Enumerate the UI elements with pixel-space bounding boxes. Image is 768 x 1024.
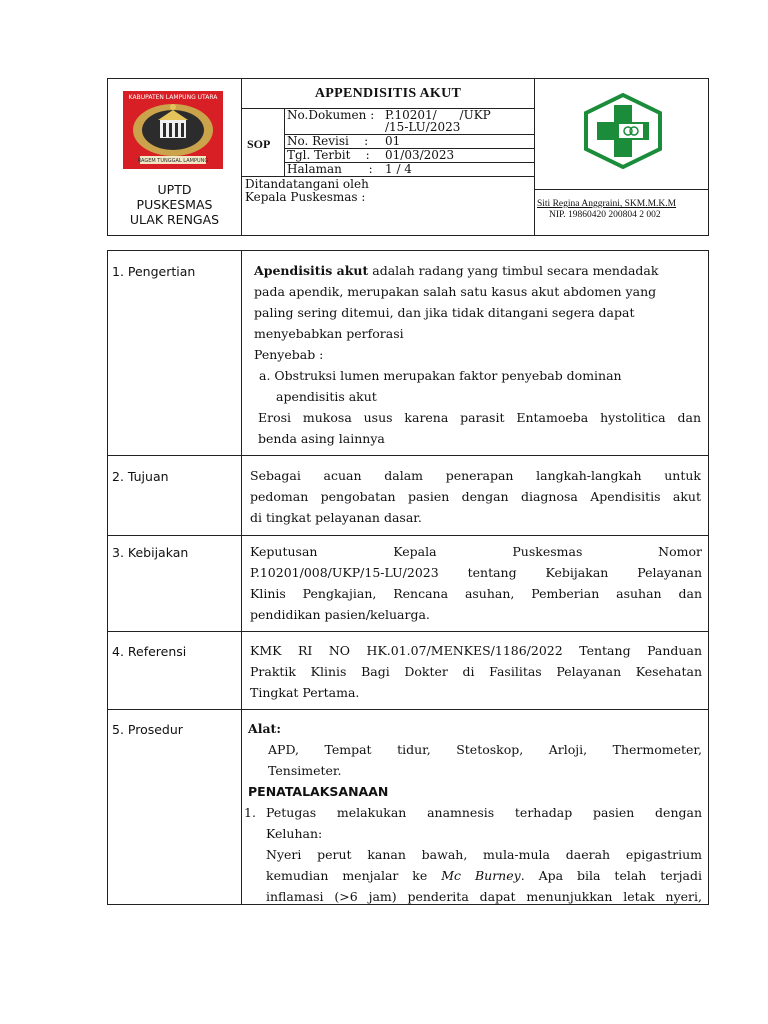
step1-detail-line: kemudian menjalar ke Mc Burney. Apa bila telah terjadi (266, 868, 703, 883)
penyebab-item-a: a. Obstruksi lumen merupakan faktor penyebab dominan (259, 368, 622, 383)
signed-by-label: Ditandatangani oleh (245, 177, 369, 191)
referensi-line: Praktik Klinis Bagi Dokter di Fasilitas Pelayanan Kesehatan (250, 664, 702, 679)
alat-heading: Alat: (248, 721, 281, 736)
alat-line: Tensimeter. (268, 763, 342, 778)
penatalaksanaan-heading: PENATALAKSANAAN (248, 784, 389, 799)
logo-text-top: KABUPATEN LAMPUNG UTARA (128, 94, 218, 101)
revision-label: No. Revisi : (287, 134, 369, 148)
step1-detail-line: inflamasi (>6 jam) penderita dapat menunjukkan letak nyeri, (266, 889, 702, 904)
puskesmas-logo (583, 93, 663, 169)
pengertian-line: adalah radang yang timbul secara mendadak (368, 263, 659, 278)
tujuan-line: pedoman pengobatan pasien dengan diagnosa Apendisitis akut (250, 489, 701, 504)
tujuan-line: di tingkat pelayanan dasar. (250, 510, 422, 525)
step-number: 1. (244, 805, 256, 820)
section-kebijakan (250, 541, 702, 625)
pengertian-line: menyebabkan perforasi (254, 326, 404, 341)
doc-number-value: P.10201/ /UKP (385, 108, 491, 122)
issue-date-value: 01/03/2023 (385, 148, 455, 162)
section-label-pengertian: 1. Pengertian (112, 264, 196, 279)
revision-value: 01 (385, 134, 401, 148)
pengertian-line: paling sering ditemui, dan jika tidak ditangani segera dapat (254, 305, 635, 320)
issue-date-label: Tgl. Terbit : (287, 148, 370, 162)
kebijakan-line: P.10201/008/UKP/15-LU/2023 tentang Kebijakan Pelayanan (250, 565, 702, 580)
kebijakan-line: Klinis Pengkajian, Rencana asuhan, Pemberian asuhan dan (250, 586, 702, 601)
section-prosedur (244, 718, 703, 907)
signed-by-label-2: Kepala Puskesmas : (245, 190, 366, 204)
term-apendisitis: Apendisitis akut (254, 263, 369, 278)
logo-text-bottom: RAGEM TUNGGAL LAMPUNG (137, 158, 209, 164)
mc-burney-term: Mc Burney (441, 868, 521, 883)
section-label-kebijakan: 3. Kebijakan (112, 545, 189, 560)
section-pengertian (254, 260, 701, 449)
pengertian-line: pada apendik, merupakan salah satu kasus akut abdomen yang (254, 284, 657, 299)
org-name-line: PUSKESMAS (136, 197, 213, 212)
tujuan-line: Sebagai acuan dalam penerapan langkah-langkah untuk (250, 468, 701, 483)
penyebab-item-a-cont: apendisitis akut (276, 389, 377, 404)
page-label: Halaman : (287, 162, 373, 176)
kabupaten-logo (122, 90, 224, 170)
page-title: APPENDISITIS AKUT (314, 86, 462, 101)
org-name-line: ULAK RENGAS (129, 212, 220, 227)
referensi-line: KMK RI NO HK.01.07/MENKES/1186/2022 Tentang Panduan (250, 643, 702, 658)
page-value: 1 / 4 (385, 162, 412, 176)
section-label-prosedur: 5. Prosedur (112, 722, 183, 737)
kebijakan-line: Keputusan Kepala Puskesmas Nomor (250, 544, 702, 559)
step1-detail-line: Nyeri perut kanan bawah, mula-mula daerah epigastrium (266, 847, 702, 862)
signer-nip: NIP. 19860420 200804 2 002 (549, 210, 661, 220)
signer-name: Siti Regina Anggraini, SKM.M.K.M (537, 199, 677, 209)
org-name (108, 182, 241, 227)
section-label-tujuan: 2. Tujuan (112, 469, 169, 484)
penyebab-heading: Penyebab : (254, 347, 324, 362)
pengertian-line: benda asing lainnya (258, 431, 385, 446)
section-label-referensi: 4. Referensi (112, 644, 187, 659)
pengertian-line: Erosi mukosa usus karena parasit Entamoeba hystolitica dan (258, 410, 701, 425)
kebijakan-line: pendidikan pasien/keluarga. (250, 607, 430, 622)
section-tujuan (250, 465, 701, 528)
sop-label: SOP (247, 137, 271, 151)
step1-line: Keluhan: (266, 826, 323, 841)
org-name-line: UPTD (157, 182, 192, 197)
step1-line: Petugas melakukan anamnesis terhadap pasien dengan (266, 805, 702, 820)
doc-number-value-cont: /15-LU/2023 (385, 120, 461, 134)
doc-number-label: No.Dokumen : (287, 108, 375, 122)
section-referensi (250, 640, 702, 703)
alat-line: APD, Tempat tidur, Stetoskop, Arloji, Thermometer, (268, 742, 702, 757)
referensi-line: Tingkat Pertama. (250, 685, 360, 700)
